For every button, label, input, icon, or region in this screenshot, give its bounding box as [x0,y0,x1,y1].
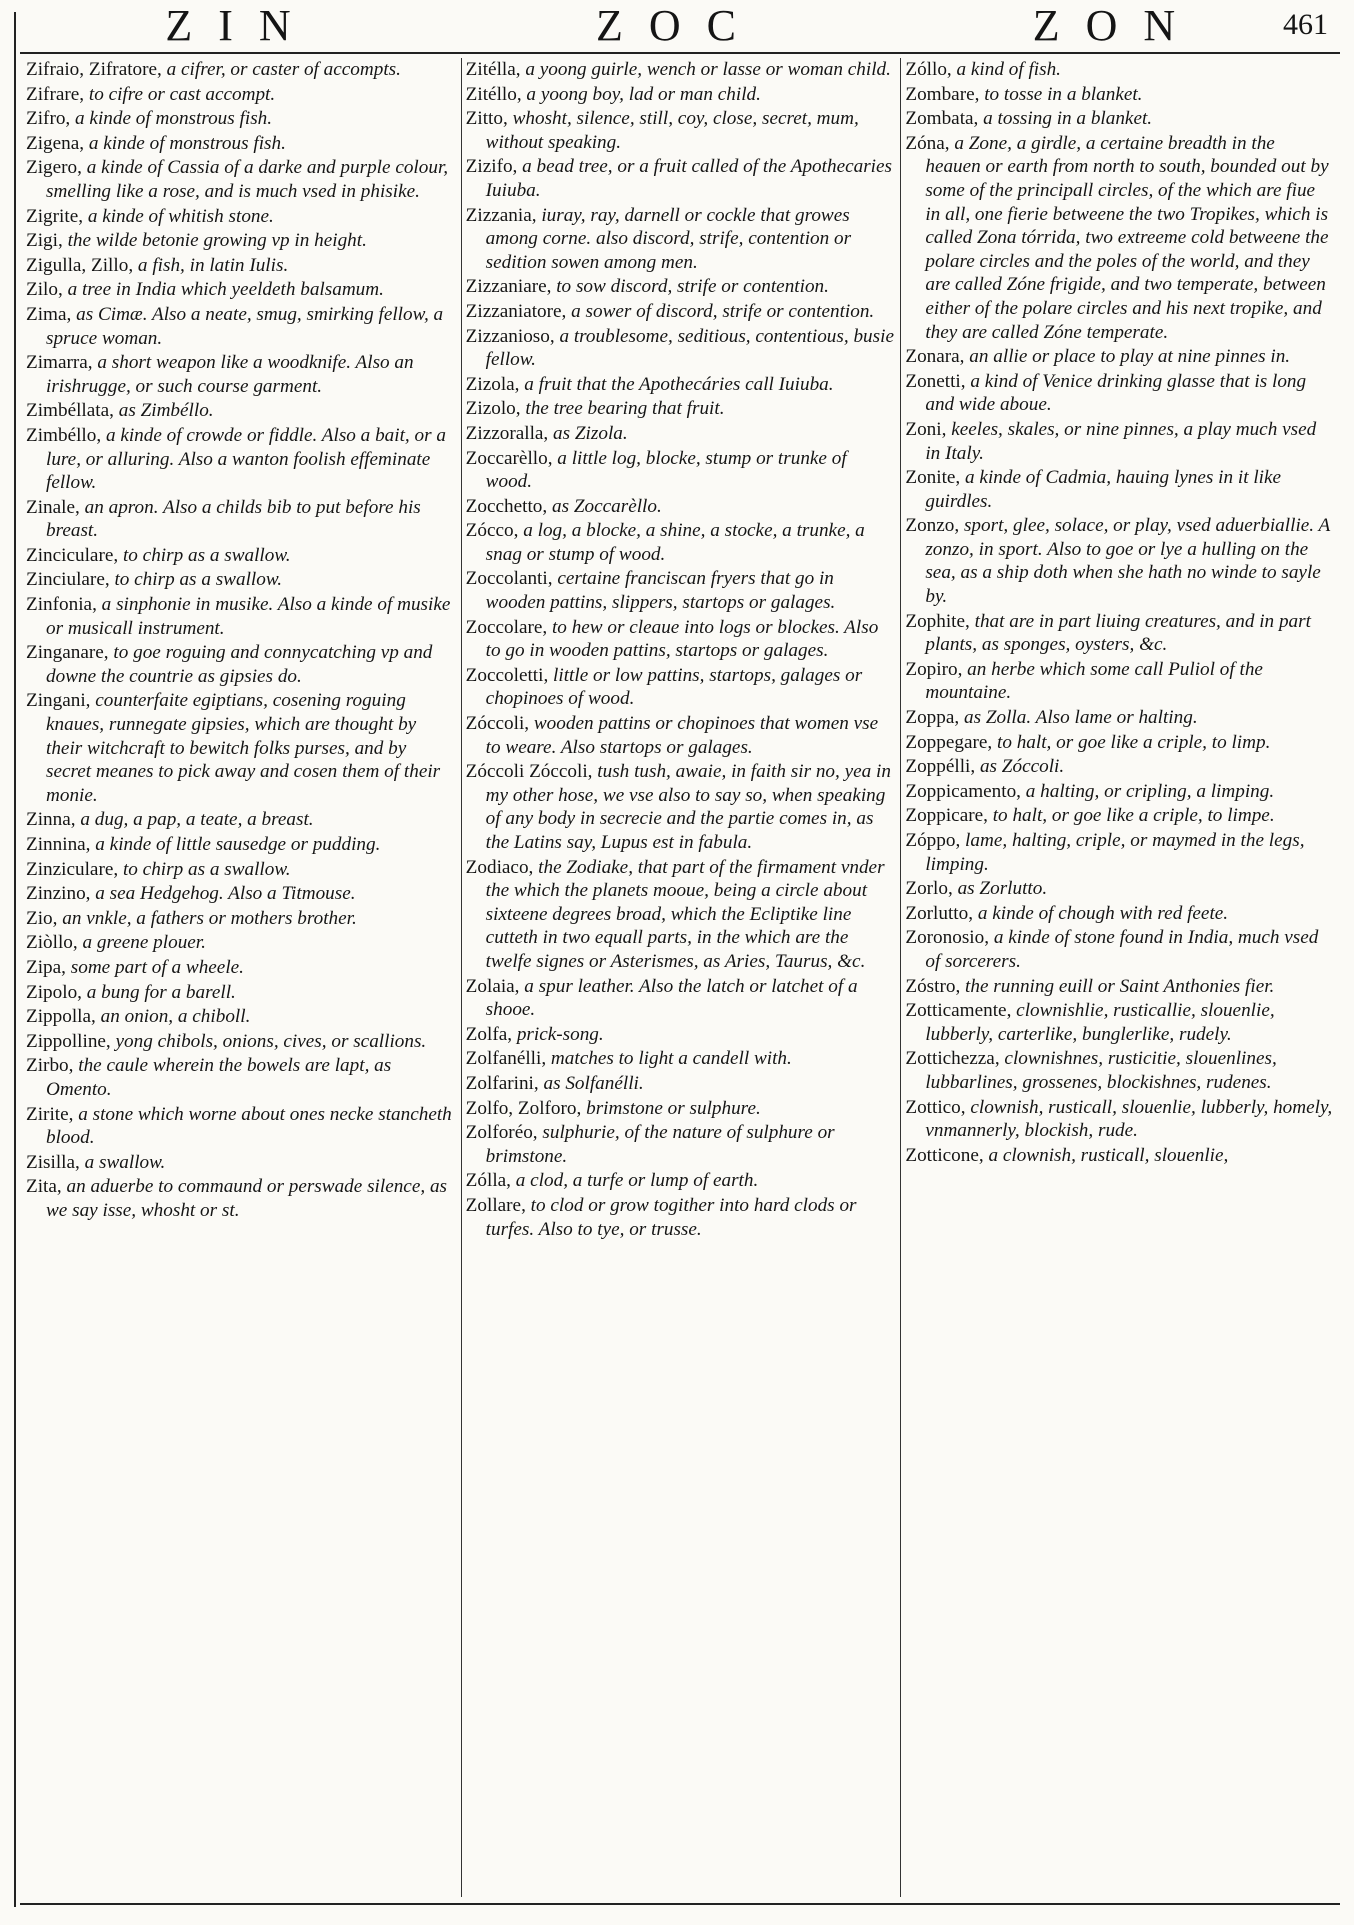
entry-headword: Zoppicare, [905,805,988,827]
dictionary-entry [466,1194,895,1241]
entry-headword: Zophite, [905,610,970,632]
entry-headword: Zoccarèllo, [465,447,553,469]
entry-definition: a bead tree, or a fruit called of the Apothecaries Iuiuba. [485,156,892,201]
entry-headword: Zimarra, [26,352,93,374]
entry-headword: Zoronosio, [905,927,990,949]
entry-headword: Zitto, [465,108,508,130]
dictionary-entry [905,1047,1334,1094]
entry-headword: Zigrite, [26,205,84,227]
entry-definition: as Zizola. [548,422,628,444]
entry-headword: Zifrare, [26,83,85,105]
entry-definition: certaine franciscan fryers that go in wooden pattins, slippers, startops or galages. [485,568,836,614]
entry-headword: Zolaia, [465,975,520,997]
entry-definition: a kinde of Cassia of a darke and purple colour, smelling like a rose, and is much vsed in phisike. [46,157,449,202]
entry-headword: Zonetti, [905,370,966,392]
dictionary-entry [26,956,455,980]
dictionary-entry [905,755,1334,779]
entry-definition: iuray, ray, darnell or cockle that growes among corne. also discord, strife, contention or sedition sowen among men. [485,204,852,273]
entry-definition: clownishnes, rusticitie, slouenlines, lubbarlines, grossenes, blockishnes, rudenes. [925,1048,1277,1093]
dictionary-entry [26,858,455,882]
entry-headword: Zorlutto, [905,902,974,924]
dictionary-entry [466,107,895,154]
entry-definition: a tossing in a blanket. [978,108,1153,130]
dictionary-entry [466,447,895,494]
dictionary-entry [466,712,895,759]
entry-definition: as Zorlutto. [952,878,1048,900]
dictionary-entry [905,1096,1334,1143]
dictionary-entry [466,325,895,372]
dictionary-entry [905,999,1334,1046]
entry-headword: Zimbéllo, [26,424,102,446]
dictionary-entry [26,882,455,906]
entry-headword: Zonite, [905,467,961,489]
dictionary-entry [466,422,895,446]
entry-definition: to cifre or cast accompt. [84,83,276,105]
dictionary-entry [905,780,1334,804]
dictionary-entry [466,1121,895,1168]
entry-headword: Zitélla, [465,59,521,80]
entry-definition: the Zodiake, that part of the firmament vnder the which the planets mooue, being a circle about sixteene degrees broad, which the Ecliptike line cutteth in two equall parts, in the which are the twelfe signes or Asterismes, as Aries, Taurus, &c. [485,856,885,972]
dictionary-entry [905,731,1334,755]
entry-headword: Zopiro, [905,658,963,680]
dictionary-entry [466,275,895,299]
dictionary-entry [905,706,1334,730]
dictionary-entry [26,931,455,955]
dictionary-entry [905,804,1334,828]
entry-headword: Zóna, [905,132,950,154]
entry-headword: Zigi, [26,230,63,252]
entry-definition: matches to light a candell with. [546,1048,792,1070]
entry-definition: clownishlie, rusticallie, slouenlie, lubberly, carterlike, bunglerlike, rudely. [925,1000,1275,1045]
dictionary-entry [466,373,895,397]
dictionary-entry [466,856,895,974]
entry-definition: an apron. Also a childs bib to put before his breast. [46,496,421,542]
entry-definition: a stone which worne about ones necke stancheth blood. [46,1103,452,1149]
dictionary-entry [466,664,895,711]
entry-headword: Zizzoralla, [465,422,549,444]
dictionary-entry [466,155,895,202]
entry-headword: Zinfonia, [26,594,97,616]
header-left: ZIN [165,1,317,50]
entry-headword: Zitéllo, [465,83,522,105]
entry-definition: a kinde of whitish stone. [83,205,274,227]
entry-definition: to halt, or goe like a criple, to limp. [992,731,1271,753]
running-header [22,2,1336,50]
dictionary-entry [466,975,895,1022]
dictionary-entry [26,229,455,253]
dictionary-entry [905,418,1334,465]
entry-definition: a troublesome, seditious, contentious, busie fellow. [485,325,894,371]
entry-definition: whosht, silence, still, coy, close, secret, mum, without speaking. [485,108,859,153]
entry-headword: Zolfa, [465,1023,513,1045]
entry-headword: Zollare, [465,1194,526,1216]
entry-definition: a kind of Venice drinking glasse that is long and wide aboue. [925,370,1307,416]
entry-definition: a fruit that the Apothecáries call Iuiuba. [519,373,834,395]
entry-headword: Zottico, [905,1096,966,1118]
entry-definition: as Zóccoli. [975,756,1065,778]
entry-headword: Zigero, [26,157,82,179]
entry-headword: Zinnina, [26,834,91,855]
dictionary-entry [26,1030,455,1054]
dictionary-entry [466,1072,895,1096]
entry-definition: to hew or cleaue into logs or blockes. Also to go in wooden pattins, startops or galages. [485,616,879,662]
dictionary-entry [905,58,1334,82]
entry-definition: a short weapon like a woodknife. Also an irishrugge, or such course garment. [46,352,414,397]
dictionary-entry [26,424,455,495]
dictionary-entry [905,975,1334,999]
dictionary-entry [905,1144,1334,1168]
entry-headword: Zisilla, [26,1151,80,1173]
entry-headword: Zigulla, Zillo, [26,254,134,276]
dictionary-entry [466,1023,895,1047]
entry-headword: Zottichezza, [905,1048,1000,1070]
entry-definition: an vnkle, a fathers or mothers brother. [57,907,357,929]
header-right: ZON [1032,1,1202,50]
entry-definition: an aduerbe to commaund or perswade silence, as we say isse, whosht or st. [46,1176,447,1221]
entry-definition: to clod or grow togither into hard clods or turfes. Also to tye, or trusse. [485,1194,857,1240]
entry-definition: an onion, a chiboll. [95,1006,251,1028]
entry-headword: Zizolo, [465,398,521,420]
dictionary-entry [905,902,1334,926]
dictionary-entry [26,132,455,156]
dictionary-entry [466,495,895,519]
dictionary-entry [905,370,1334,417]
dictionary-entry [26,399,455,423]
entry-headword: Zippolla, [26,1006,96,1028]
entry-headword: Zizzaniatore, [465,300,567,322]
entry-headword: Zoppélli, [905,756,976,778]
entry-headword: Zolfo, Zolforo, [465,1097,582,1119]
entry-definition: a kinde of monstrous fish. [70,108,273,130]
entry-headword: Zoppicamento, [905,780,1021,802]
dictionary-entry [26,107,455,131]
entry-definition: a kinde of monstrous fish. [84,132,286,154]
entry-headword: Ziòllo, [26,932,78,954]
entry-definition: lame, halting, criple, or maymed in the legs, limping. [925,830,1305,875]
dictionary-entry [466,1097,895,1121]
entry-definition: as Zoccarèllo. [547,495,662,517]
entry-headword: Zipolo, [26,981,82,1003]
column-3 [900,58,1340,1897]
entry-definition: the caule wherein the bowels are lapt, as Omento. [46,1055,392,1100]
entry-definition: yong chibols, onions, cives, or scallions. [110,1030,427,1052]
entry-definition: sport, glee, solace, or play, vsed aduerbiallie. A zonzo, in sport. Also to goe or lye a hulling on the sea, as a ship doth when she hath no winde to sayle by. [925,515,1330,608]
entry-headword: Zilo, [26,279,63,301]
entry-headword: Zolfanélli, [465,1048,547,1070]
entry-definition: some part of a wheele. [65,956,244,978]
dictionary-entry [26,496,455,543]
entry-definition: a tree in India which yeeldeth balsamum. [62,279,384,301]
entry-definition: a kinde of chough with red feete. [973,902,1229,924]
dictionary-entry [466,616,895,663]
entry-headword: Zinale, [26,496,80,518]
dictionary-entry [905,132,1334,344]
dictionary-entry [26,1005,455,1029]
entry-headword: Zócco, [465,520,519,542]
header-center: ZOC [596,1,762,50]
entry-definition: a fish, in latin Iulis. [133,254,289,276]
dictionary-entry [466,567,895,614]
entry-headword: Zoppa, [905,707,960,729]
dictionary-entry [905,83,1334,107]
entry-headword: Zólla, [465,1170,511,1192]
entry-definition: that are in part liuing creatures, and in part plants, as sponges, oysters, &c. [925,610,1311,656]
entry-definition: a halting, or cripling, a limping. [1020,780,1275,802]
dictionary-entry [905,107,1334,131]
entry-headword: Zizzaniare, [465,276,552,298]
entry-definition: a sea Hedgehog. Also a Titmouse. [90,883,356,905]
dictionary-entry [905,466,1334,513]
entry-headword: Zinna, [26,809,76,831]
entry-definition: to sow discord, strife or contention. [551,276,829,298]
entry-definition: to chirp as a swallow. [118,858,291,880]
entry-headword: Zipa, [26,956,66,978]
entry-headword: Zolfarini, [465,1072,539,1094]
entry-headword: Zima, [26,303,72,325]
entry-headword: Zotticamente, [905,1000,1012,1022]
entry-headword: Zonzo, [905,515,960,537]
footer-rule [20,1903,1340,1905]
entry-definition: as Zimbéllo. [113,400,214,422]
dictionary-entry [466,58,895,82]
dictionary-entry [26,1175,455,1222]
entry-definition: brimstone or sulphure. [581,1097,761,1119]
dictionary-entry [905,610,1334,657]
entry-headword: Zizifo, [465,156,518,178]
entry-definition: to goe roguing and connycatching vp and downe the countrie as gipsies do. [46,642,433,687]
dictionary-entry [905,829,1334,876]
entry-definition: the wilde betonie growing vp in height. [62,230,367,252]
dictionary-entry [905,514,1334,608]
dictionary-entry [26,808,455,832]
entry-definition: to tosse in a blanket. [979,83,1143,105]
entry-definition: an herbe which some call Puliol of the mountaine. [925,658,1263,704]
dictionary-entry [466,760,895,854]
entry-definition: little or low pattins, startops, galages or chopinoes of wood. [485,664,863,710]
entry-definition: to chirp as a swallow. [118,544,291,566]
entry-headword: Zinciculare, [26,544,119,566]
dictionary-entry [905,658,1334,705]
entry-definition: a greene plouer. [77,932,206,954]
dictionary-entry [26,641,455,688]
entry-definition: a sower of discord, strife or contention. [566,300,875,322]
dictionary-entry [26,1054,455,1101]
entry-headword: Zizzania, [465,204,537,226]
entry-definition: a cifrer, or caster of accompts. [161,59,401,80]
entry-headword: Zingani, [26,690,91,712]
entry-headword: Zifraio, Zifratore, [26,59,162,80]
entry-headword: Zirbo, [26,1055,74,1077]
entry-definition: a clod, a turfe or lump of earth. [510,1170,759,1192]
entry-definition: prick-song. [512,1023,604,1045]
entry-definition: a log, a blocke, a shine, a stocke, a trunke, a snag or stump of wood. [485,520,865,565]
dictionary-entry [26,689,455,807]
entry-headword: Zorlo, [905,878,953,900]
entry-headword: Zóccoli Zóccoli, [465,761,593,783]
entry-headword: Zombare, [905,83,980,105]
dictionary-entry [26,278,455,302]
entry-definition: sulphurie, of the nature of sulphure or brimstone. [485,1122,835,1167]
entry-definition: the running euill or Saint Anthonies fier. [960,975,1275,997]
entry-definition: to chirp as a swallow. [109,569,282,591]
entry-definition: as Cimæ. Also a neate, smug, smirking fellow, a spruce woman. [46,303,444,349]
entry-definition: a kinde of little sausedge or pudding. [90,834,381,855]
entry-definition: a dug, a pap, a teate, a breast. [75,809,314,831]
entry-definition: a clownish, rusticall, slouenlie, [983,1144,1229,1166]
entry-headword: Zimbéllata, [26,400,114,422]
entry-definition: a yoong boy, lad or man child. [521,83,761,105]
entry-headword: Zóccoli, [465,713,530,735]
dictionary-entry [26,544,455,568]
dictionary-entry [26,58,455,82]
entry-headword: Zinzino, [26,883,91,905]
dictionary-entry [466,83,895,107]
dictionary-entry [466,1169,895,1193]
dictionary-entry [26,303,455,350]
page-number: 461 [1283,8,1328,41]
entry-definition: a little log, blocke, stump or trunke of wood. [485,447,847,493]
entry-headword: Zoccolanti, [465,568,553,590]
entry-definition: keeles, skales, or nine pinnes, a play much vsed in Italy. [925,418,1317,464]
columns [22,58,1340,1897]
entry-definition: counterfaite egiptians, cosening roguing knaues, runnegate gipsies, which are thought by their witchcraft to bewitch folks purses, and by secret meanes to pick away and cosen them of their monie. [46,690,441,806]
dictionary-entry [26,981,455,1005]
dictionary-entry [905,926,1334,973]
entry-headword: Zizola, [465,373,520,395]
dictionary-entry [26,83,455,107]
entry-headword: Zolforéo, [465,1122,538,1144]
entry-headword: Zoccoletti, [465,664,549,686]
entry-definition: a bung for a barell. [81,981,236,1003]
entry-definition: clownish, rusticall, slouenlie, lubberly, homely, vnmannerly, blockish, rude. [925,1096,1333,1142]
dictionary-entry [26,205,455,229]
dictionary-entry [466,519,895,566]
entry-headword: Zoccolare, [465,616,548,638]
dictionary-entry [26,568,455,592]
dictionary-entry [26,1151,455,1175]
entry-headword: Zita, [26,1176,62,1198]
entry-headword: Zocchetto, [465,495,548,517]
entry-definition: a swallow. [79,1151,166,1173]
entry-headword: Zinciulare, [26,569,110,591]
entry-headword: Zio, [26,907,58,929]
entry-definition: wooden pattins or chopinoes that women vse to weare. Also startops or galages. [485,713,879,758]
entry-definition: a kinde of Cadmia, hauing lynes in it like guirdles. [925,467,1282,512]
entry-headword: Zonara, [905,346,965,368]
dictionary-entry [26,833,455,857]
dictionary-entry [466,397,895,421]
dictionary-entry [466,204,895,275]
entry-definition: a yoong guirle, wench or lasse or woman child. [520,59,891,80]
entry-definition: tush tush, awaie, in faith sir no, yea in my other hose, we vse also to say so, when speaking of any body in secrecie and the partie comes in, as the Latins say, Lupus est in fabula. [485,761,891,853]
entry-headword: Zóllo, [905,59,952,80]
entry-headword: Zóstro, [905,975,961,997]
entry-headword: Zifro, [26,108,71,130]
entry-headword: Zirite, [26,1103,74,1125]
dictionary-entry [26,1103,455,1150]
header-rule [20,52,1340,54]
entry-headword: Zizzanioso, [465,325,555,347]
entry-definition: a kinde of stone found in India, much vsed of sorcerers. [925,927,1319,972]
entry-definition: a Zone, a girdle, a certaine breadth in the heauen or earth from north to south, bounded out by some of the principall circles, of the which are fiue in all, one fierie betweene the two Tropikes, which is called Zona tórrida, two extreeme cold betweene the polare circles and the poles of the world, and they are called Zóne frigide, and two temperate, between either of the polare circles and his next tropike, and they are called Zóne temperate. [925,132,1329,343]
entry-definition: a kind of fish. [951,59,1061,80]
entry-headword: Zoppegare, [905,731,993,753]
entry-definition: the tree bearing that fruit. [520,398,725,420]
entry-definition: to halt, or goe like a criple, to limpe. [987,805,1275,827]
entry-headword: Zigena, [26,132,85,154]
dictionary-entry [26,254,455,278]
dictionary-entry [905,345,1334,369]
dictionary-entry [26,907,455,931]
entry-definition: an allie or place to play at nine pinnes in. [964,346,1291,368]
entry-definition: a sinphonie in musike. Also a kinde of musike or musicall instrument. [46,594,451,639]
entry-headword: Zinganare, [26,642,109,664]
entry-headword: Zombata, [905,108,979,130]
entry-definition: a spur leather. Also the latch or latchet of a shooe. [485,975,858,1021]
dictionary-entry [466,1047,895,1071]
entry-headword: Zoni, [905,418,947,440]
entry-headword: Zinziculare, [26,858,119,880]
dictionary-entry [26,156,455,203]
entry-headword: Zóppo, [905,830,961,851]
dictionary-entry [905,877,1334,901]
entry-headword: Zotticone, [905,1144,984,1166]
column-2 [461,58,901,1897]
entry-headword: Zodiaco, [465,856,534,878]
entry-definition: as Zolla. Also lame or halting. [959,707,1198,729]
entry-definition: a kinde of crowde or fiddle. Also a bait, or a lure, or alluring. Also a wanton foolish effeminate fellow. [46,424,446,494]
entry-definition: as Solfanélli. [538,1072,644,1094]
column-1 [22,58,461,1897]
dictionary-entry [26,351,455,398]
dictionary-entry [26,593,455,640]
dictionary-entry [466,300,895,324]
entry-headword: Zippolline, [26,1030,111,1052]
